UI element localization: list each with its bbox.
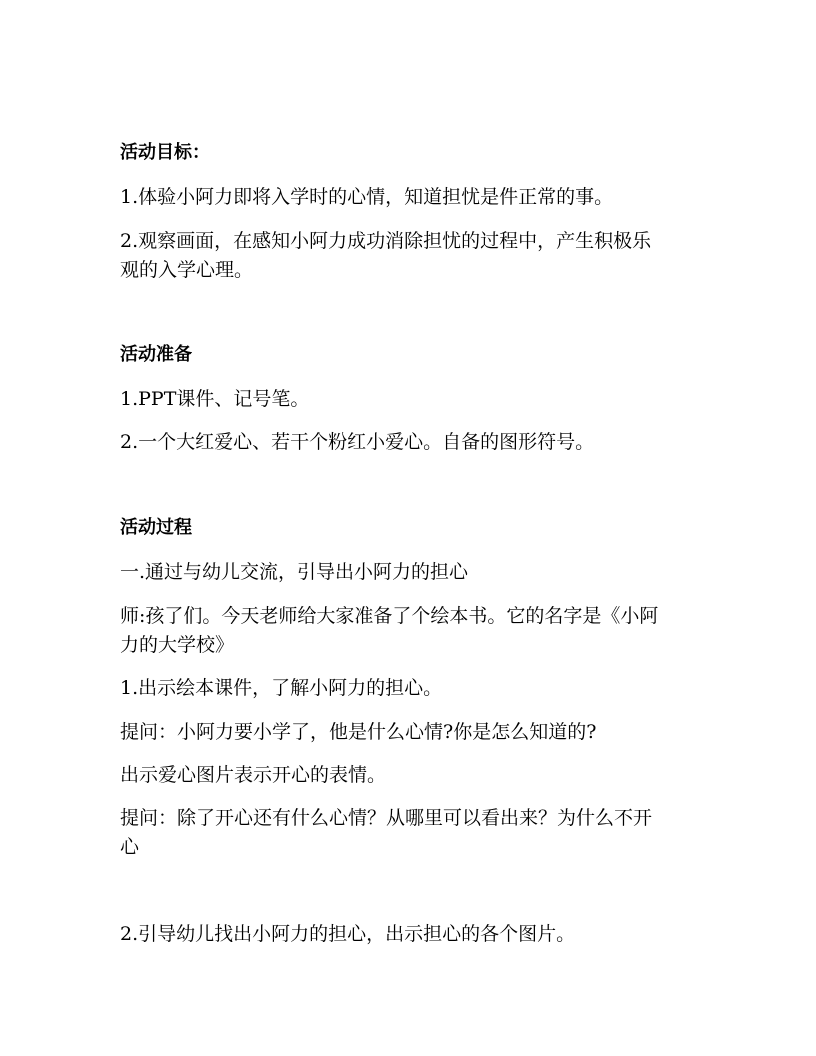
- section-heading-process: 活动过程: [120, 517, 192, 538]
- goal-item-2-continued: 观的入学心理。: [120, 259, 254, 281]
- question-1: 提问：小阿力要小学了，他是什么心情?你是怎么知道的?: [120, 721, 597, 743]
- process-step-1: 一.通过与幼儿交流，引导出小阿力的担心: [120, 561, 469, 583]
- teacher-line-continued: 力的大学校》: [120, 634, 235, 656]
- question-2: 提问：除了开心还有什么心情？从哪里可以看出来？为什么不开: [120, 807, 653, 829]
- process-item-2: 2.引导幼儿找出小阿力的担心，出示担心的各个图片。: [120, 923, 576, 945]
- teacher-line: 师:孩了们。今天老师给大家准备了个绘本书。它的名字是《小阿: [120, 605, 659, 627]
- goal-item-1: 1.体验小阿力即将入学时的心情，知道担忧是件正常的事。: [120, 186, 614, 208]
- preparation-item-1: 1.PPT课件、记号笔。: [120, 388, 310, 410]
- process-item-1: 1.出示绘本课件，了解小阿力的担心。: [120, 677, 443, 699]
- section-heading-preparation: 活动准备: [120, 344, 192, 365]
- preparation-item-2: 2.一个大红爱心、若干个粉红小爱心。自备的图形符号。: [120, 431, 595, 453]
- goal-item-2: 2.观察画面，在感知小阿力成功消除担忧的过程中，产生积极乐: [120, 230, 652, 252]
- question-2-continued: 心: [120, 836, 140, 858]
- show-heart-line: 出示爱心图片表示开心的表情。: [120, 764, 387, 786]
- section-heading-goals: 活动目标：: [120, 142, 210, 163]
